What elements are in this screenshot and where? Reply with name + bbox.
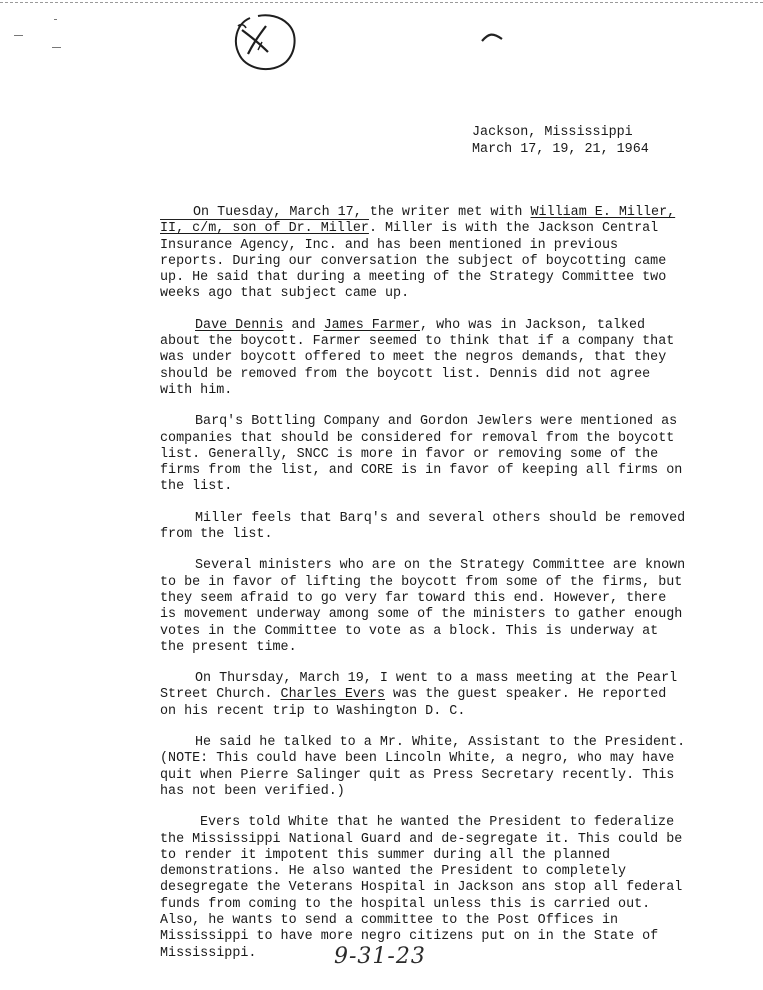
p2-text-b: , who was in Jackson, talked about the boycott. Farmer seemed to think that if a company that was under boycott offered to meet the negros demands, that they should be removed from the boycott list. Dennis did not agree with him. bbox=[160, 317, 675, 398]
p1-underlined-relation: II, c/m, son of Dr. Miller bbox=[160, 221, 369, 237]
handwritten-page-number: 9-31-23 bbox=[334, 944, 426, 969]
p2-text-a: and bbox=[283, 317, 324, 333]
margin-tick bbox=[54, 19, 57, 20]
report-body bbox=[160, 205, 690, 977]
paragraph-7: He said he talked to a Mr. White, Assistant to the President. (NOTE: This could have been Lincoln White, a negro, who may have quit when Pierre Salinger quit as Press Secretary recently. This has not been verified.) bbox=[160, 735, 686, 799]
paragraph-8: Evers told White that he wanted the President to federalize the Mississippi National Guard and de-segregate it. This could be to render it impotent this summer during all the planned demonstrations. He also wanted the President to completely desegregate the Veterans Hospital in Jackson ans stop all federal funds from coming to the hospital unless this is carried out. Also, he wants to send a committee to the Post Offices in Mississippi to have more negro citizens put on in the State of Mississippi. bbox=[160, 815, 683, 961]
p1-text-c: . Miller is with the Jackson Central Insurance Agency, Inc. and has been mentioned in previous reports. During our conversation the subject of boycotting came up. He said that during a meeting of the Strategy Committee two weeks ago that subject came up. bbox=[160, 221, 667, 302]
dateline bbox=[472, 124, 649, 158]
p1-underlined-name: William E. Miller, bbox=[530, 205, 676, 220]
paragraph-2 bbox=[160, 318, 690, 399]
margin-tick bbox=[52, 47, 61, 48]
paragraph-4: Miller feels that Barq's and several others should be removed from the list. bbox=[160, 510, 686, 543]
caret-mark-icon bbox=[480, 30, 504, 44]
p6-text-b: was the guest speaker. He reported on his recent trip to Washington D. C. bbox=[160, 687, 667, 719]
dateline-location: Jackson, Mississippi bbox=[472, 125, 633, 140]
p2-underlined-name-2: James Farmer bbox=[323, 317, 421, 333]
dateline-dates: March 17, 19, 21, 1964 bbox=[472, 142, 649, 157]
p2-underlined-name-1: Dave Dennis bbox=[195, 317, 284, 333]
paragraph-6 bbox=[160, 671, 690, 720]
p1-text-a: On Tuesday, March 17, the writer met with bbox=[193, 205, 531, 220]
p6-underlined-name: Charles Evers bbox=[280, 687, 386, 703]
circled-x-stamp-icon bbox=[228, 12, 300, 74]
margin-tick bbox=[14, 35, 23, 36]
top-dashed-border bbox=[0, 2, 763, 3]
paragraph-3: Barq's Bottling Company and Gordon Jewlers were mentioned as companies that should be considered for removal from the boycott list. Generally, SNCC is more in favor or removing some of the firms from the list, and CORE is in favor of keeping all firms on the list. bbox=[160, 414, 683, 495]
paragraph-5: Several ministers who are on the Strategy Committee are known to be in favor of lifting the boycott from some of the firms, but they seem afraid to go very far toward this end. However, there is movement underway among some of the ministers to gather enough votes in the Committee to vote as a block. This is underway at the present time. bbox=[160, 558, 686, 655]
paragraph-1 bbox=[160, 205, 690, 303]
p6-text-a: On Thursday, March 19, I went to a mass meeting at the Pearl Street Church. bbox=[160, 671, 678, 703]
